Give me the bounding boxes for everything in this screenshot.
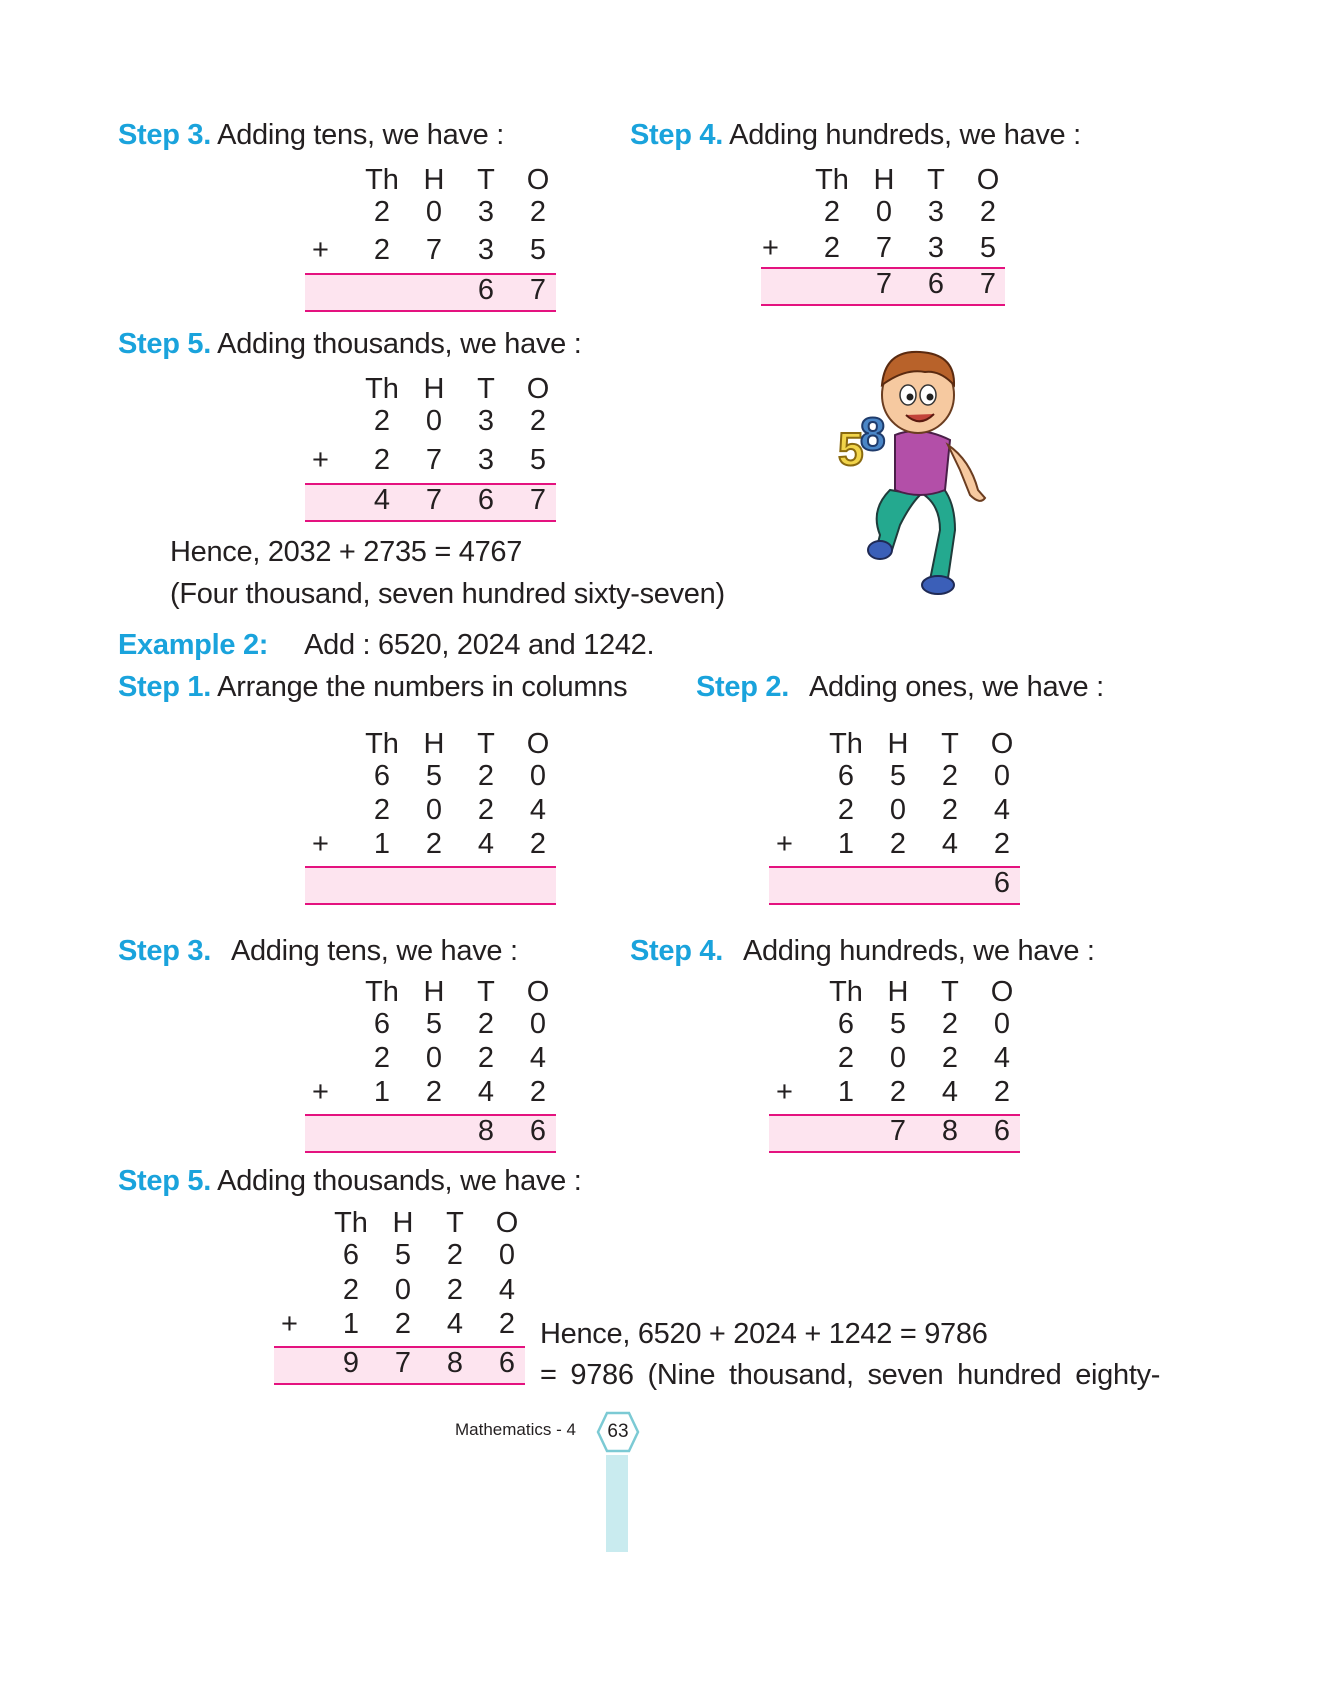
b1-step3-row2-digit: 5 <box>529 234 547 266</box>
ex2-step5-row2-digit: 4 <box>498 1274 516 1306</box>
ex2-step3-result-digit: 6 <box>529 1115 547 1147</box>
svg-text:8: 8 <box>860 408 886 460</box>
b1-step3-plus-sign: + <box>312 234 329 266</box>
ex2-step1-row2-digit: 2 <box>373 794 391 826</box>
ex2-step3-row3-digit: 2 <box>425 1076 443 1108</box>
ex2-step4-row1-digit: 0 <box>993 1008 1011 1040</box>
b1-step3-header-t: T <box>477 164 495 196</box>
ex2-step1-row1-digit: 6 <box>373 760 391 792</box>
ex2-step5-result-digit: 9 <box>342 1347 360 1379</box>
ex2-step2-row3-digit: 2 <box>993 828 1011 860</box>
ex2-step5-row3-digit: 4 <box>446 1308 464 1340</box>
ex2-step3-row1-digit: 0 <box>529 1008 547 1040</box>
ex2-step5-heading: Step 5. Adding thousands, we have : <box>118 1165 582 1197</box>
ex2-step2-row3-digit: 4 <box>941 828 959 860</box>
ex2-step5-row2-digit: 2 <box>446 1274 464 1306</box>
svg-text:5: 5 <box>838 423 864 475</box>
ex2-step4-row2-digit: 0 <box>889 1042 907 1074</box>
ex2-step1-row2-digit: 0 <box>425 794 443 826</box>
ex2-step5-header-o: O <box>495 1207 519 1239</box>
b1-step3-row1-digit: 3 <box>477 196 495 228</box>
ex2-step1-header-h: H <box>423 728 445 760</box>
b1-step4-row1-digit: 2 <box>979 196 997 228</box>
ex2-step3-row2-digit: 2 <box>477 1042 495 1074</box>
b1-step5-header-h: H <box>423 373 445 405</box>
ex2-step1-row1-digit: 0 <box>529 760 547 792</box>
b1-words-line: (Four thousand, seven hundred sixty-seven) <box>170 578 725 610</box>
ex2-step4-plus-sign: + <box>776 1076 793 1108</box>
ex2-step1-row3-digit: 2 <box>425 828 443 860</box>
b1-step5-row2-digit: 3 <box>477 444 495 476</box>
ex2-step2-row1-digit: 5 <box>889 760 907 792</box>
ex2-step1-row3-digit: 2 <box>529 828 547 860</box>
b1-step5-row2-digit: 2 <box>373 444 391 476</box>
b1-step4-row2-digit: 3 <box>927 232 945 264</box>
b1-step5-row1-digit: 2 <box>373 405 391 437</box>
ex2-step2-row2-digit: 2 <box>941 794 959 826</box>
ex2-step5-result-digit: 8 <box>446 1347 464 1379</box>
ex2-step3-row3-digit: 2 <box>529 1076 547 1108</box>
b1-step5-row2-digit: 5 <box>529 444 547 476</box>
ex2-step1-heading: Step 1. Arrange the numbers in columns <box>118 671 628 703</box>
ex2-step2-row3-digit: 1 <box>837 828 855 860</box>
ex2-step4-heading: Step 4. Adding hundreds, we have : <box>630 935 1095 967</box>
b1-step3-header-h: H <box>423 164 445 196</box>
ex2-step1-plus-sign: + <box>312 828 329 860</box>
ex2-step5-row3-digit: 1 <box>342 1308 360 1340</box>
b1-step5-plus-sign: + <box>312 444 329 476</box>
b1-step5-result-digit: 7 <box>425 484 443 516</box>
b1-step5-result-digit: 4 <box>373 484 391 516</box>
ex2-step4-header-o: O <box>990 976 1014 1008</box>
ex2-step5-row2-digit: 2 <box>342 1274 360 1306</box>
ex2-step3-heading: Step 3. Adding tens, we have : <box>118 935 518 967</box>
example2-heading: Example 2: Add : 6520, 2024 and 1242. <box>118 629 655 661</box>
ex2-step2-heading: Step 2. Adding ones, we have : <box>696 671 1104 703</box>
b1-step3-heading: Step 3. Adding tens, we have : <box>118 119 504 151</box>
ex2-step4-row1-digit: 2 <box>941 1008 959 1040</box>
ex2-step5-result-digit: 6 <box>498 1347 516 1379</box>
b1-step4-heading: Step 4. Adding hundreds, we have : <box>630 119 1081 151</box>
ex2-step4-row1-digit: 6 <box>837 1008 855 1040</box>
b1-step5-row2-digit: 7 <box>425 444 443 476</box>
b1-step5-row1-digit: 2 <box>529 405 547 437</box>
ex2-step1-row3-digit: 4 <box>477 828 495 860</box>
ex2-step4-row1-digit: 5 <box>889 1008 907 1040</box>
b1-step4-header-th: Th <box>815 164 849 196</box>
ex2-step3-result-digit: 8 <box>477 1115 495 1147</box>
b1-step3-row1-digit: 2 <box>529 196 547 228</box>
b1-step4-row2-digit: 5 <box>979 232 997 264</box>
b1-step5-result-digit: 7 <box>529 484 547 516</box>
ex2-step5-header-th: Th <box>334 1207 368 1239</box>
ex2-step3-header-h: H <box>423 976 445 1008</box>
ex2-step3-row1-digit: 2 <box>477 1008 495 1040</box>
ex2-step2-row2-digit: 0 <box>889 794 907 826</box>
b1-step4-result-digit: 7 <box>875 268 893 300</box>
ex2-step2-header-t: T <box>941 728 959 760</box>
ex2-step3-header-o: O <box>526 976 550 1008</box>
ex2-step2-result-digit: 6 <box>993 867 1011 899</box>
ex2-step3-row2-digit: 2 <box>373 1042 391 1074</box>
b1-step3-result-digit: 7 <box>529 274 547 306</box>
ex2-step5-header-h: H <box>392 1207 414 1239</box>
ex2-step4-result-digit: 7 <box>889 1115 907 1147</box>
ex2-step3-plus-sign: + <box>312 1076 329 1108</box>
ex2-words-line: = 9786 (Nine thousand, seven hundred eighty- <box>540 1359 1161 1391</box>
b1-step5-header-th: Th <box>365 373 399 405</box>
ex2-step3-row2-digit: 0 <box>425 1042 443 1074</box>
ex2-step3-row3-digit: 4 <box>477 1076 495 1108</box>
ex2-step4-header-t: T <box>941 976 959 1008</box>
ex2-step5-row2-digit: 0 <box>394 1274 412 1306</box>
ex2-step1-result-box <box>305 866 556 905</box>
b1-step3-header-th: Th <box>365 164 399 196</box>
ex2-step4-result-digit: 8 <box>941 1115 959 1147</box>
ex2-step4-row3-digit: 2 <box>889 1076 907 1108</box>
ex2-step2-header-o: O <box>990 728 1014 760</box>
ex2-step1-row1-digit: 2 <box>477 760 495 792</box>
ex2-step4-header-th: Th <box>829 976 863 1008</box>
b1-step4-result-digit: 6 <box>927 268 945 300</box>
ex2-step2-row1-digit: 2 <box>941 760 959 792</box>
ex2-step2-row1-digit: 0 <box>993 760 1011 792</box>
b1-step4-row1-digit: 2 <box>823 196 841 228</box>
ex2-step4-row3-digit: 1 <box>837 1076 855 1108</box>
b1-step5-header-o: O <box>526 373 550 405</box>
b1-step5-header-t: T <box>477 373 495 405</box>
b1-step4-result-digit: 7 <box>979 268 997 300</box>
b1-step3-result-digit: 6 <box>477 274 495 306</box>
ex2-hence-line: Hence, 6520 + 2024 + 1242 = 9786 <box>540 1318 988 1350</box>
ex2-step3-header-t: T <box>477 976 495 1008</box>
b1-step3-row2-digit: 2 <box>373 234 391 266</box>
ex2-step2-row2-digit: 2 <box>837 794 855 826</box>
ex2-step4-row2-digit: 2 <box>941 1042 959 1074</box>
ex2-step1-header-o: O <box>526 728 550 760</box>
ex2-step1-header-th: Th <box>365 728 399 760</box>
b1-step4-header-t: T <box>927 164 945 196</box>
b1-step3-row2-digit: 7 <box>425 234 443 266</box>
boy-illustration <box>830 340 1000 610</box>
ex2-step5-result-digit: 7 <box>394 1347 412 1379</box>
ex2-step3-row3-digit: 1 <box>373 1076 391 1108</box>
b1-step4-plus-sign: + <box>762 232 779 264</box>
ex2-step3-row2-digit: 4 <box>529 1042 547 1074</box>
b1-hence-line: Hence, 2032 + 2735 = 4767 <box>170 536 523 568</box>
ex2-step2-header-h: H <box>887 728 909 760</box>
b1-step4-row1-digit: 3 <box>927 196 945 228</box>
b1-step5-row1-digit: 0 <box>425 405 443 437</box>
b1-step5-heading: Step 5. Adding thousands, we have : <box>118 328 582 360</box>
ex2-step1-header-t: T <box>477 728 495 760</box>
ex2-step2-row2-digit: 4 <box>993 794 1011 826</box>
b1-step3-row1-digit: 2 <box>373 196 391 228</box>
b1-step3-row2-digit: 3 <box>477 234 495 266</box>
ex2-step2-row1-digit: 6 <box>837 760 855 792</box>
ex2-step4-row3-digit: 4 <box>941 1076 959 1108</box>
ex2-step1-row2-digit: 4 <box>529 794 547 826</box>
ex2-step1-row1-digit: 5 <box>425 760 443 792</box>
b1-step5-result-digit: 6 <box>477 484 495 516</box>
page-number: 63 <box>607 1421 629 1442</box>
ex2-step3-row1-digit: 5 <box>425 1008 443 1040</box>
ex2-step5-row1-digit: 0 <box>498 1239 516 1271</box>
ex2-step4-header-h: H <box>887 976 909 1008</box>
footer-book-title: Mathematics - 4 <box>455 1420 576 1439</box>
ex2-step5-row3-digit: 2 <box>498 1308 516 1340</box>
b1-step4-header-h: H <box>873 164 895 196</box>
ex2-step5-row1-digit: 6 <box>342 1239 360 1271</box>
ex2-step2-plus-sign: + <box>776 828 793 860</box>
ex2-step5-plus-sign: + <box>281 1308 298 1340</box>
ex2-step3-header-th: Th <box>365 976 399 1008</box>
b1-step3-header-o: O <box>526 164 550 196</box>
ex2-step5-row1-digit: 5 <box>394 1239 412 1271</box>
ex2-step1-row3-digit: 1 <box>373 828 391 860</box>
b1-step4-header-o: O <box>976 164 1000 196</box>
ex2-step5-row3-digit: 2 <box>394 1308 412 1340</box>
ex2-step4-row2-digit: 2 <box>837 1042 855 1074</box>
ex2-step2-row3-digit: 2 <box>889 828 907 860</box>
ex2-step4-row3-digit: 2 <box>993 1076 1011 1108</box>
b1-step4-row2-digit: 7 <box>875 232 893 264</box>
ex2-step3-row1-digit: 6 <box>373 1008 391 1040</box>
ex2-step5-header-t: T <box>446 1207 464 1239</box>
ex2-step4-row2-digit: 4 <box>993 1042 1011 1074</box>
b1-step3-row1-digit: 0 <box>425 196 443 228</box>
ex2-step5-row1-digit: 2 <box>446 1239 464 1271</box>
ex2-step4-result-digit: 6 <box>993 1115 1011 1147</box>
b1-step4-row1-digit: 0 <box>875 196 893 228</box>
footer-bar <box>606 1455 628 1552</box>
b1-step4-row2-digit: 2 <box>823 232 841 264</box>
ex2-step2-header-th: Th <box>829 728 863 760</box>
ex2-step1-row2-digit: 2 <box>477 794 495 826</box>
b1-step5-row1-digit: 3 <box>477 405 495 437</box>
